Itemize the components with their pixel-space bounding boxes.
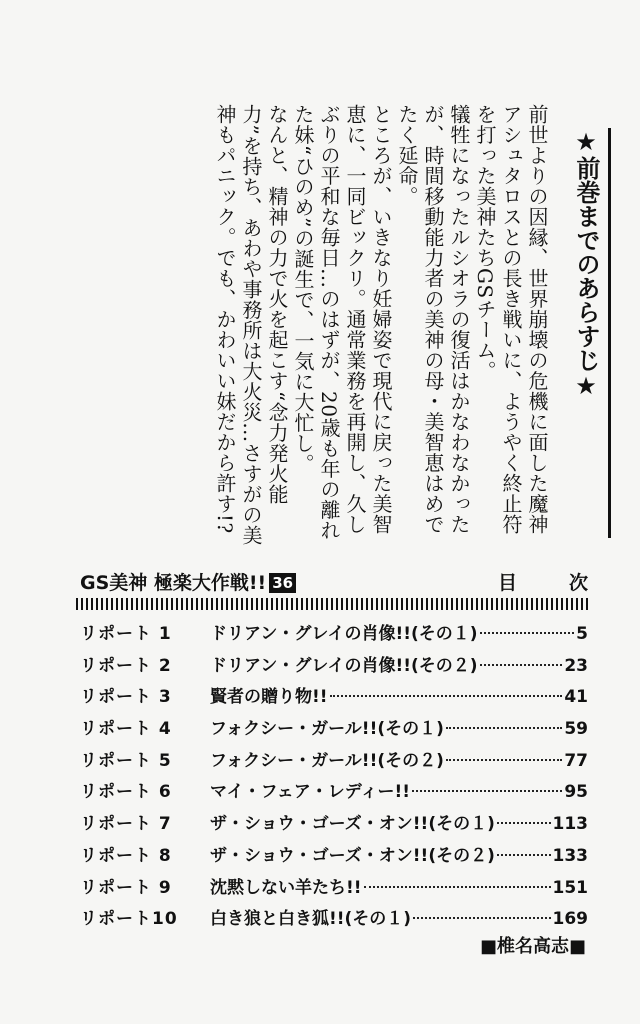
leader-dots bbox=[497, 822, 551, 824]
toc-entry[interactable] bbox=[80, 651, 588, 683]
summary-paragraph: 前世よりの因縁、世界崩壊の危機に面した魔神アシュタロスとの長き戦いに、ようやく終止符を打った美神たちGSチーム。 bbox=[473, 104, 549, 535]
page-number: 95 bbox=[564, 782, 588, 803]
summary-paragraph: なんと、精神の力で火を起こす“念力発火能力”を持ち、あわや事務所は大火災…さすがの美神もパニック。でも、かわいい妹だから許す!? bbox=[213, 104, 289, 546]
chapter-title: 賢者の贈り物!! bbox=[210, 687, 328, 708]
toc-list bbox=[80, 619, 588, 936]
page-number: 133 bbox=[552, 845, 588, 866]
leader-dots bbox=[364, 886, 551, 888]
report-number: リポート 1 bbox=[80, 624, 172, 644]
leader-dots bbox=[446, 759, 562, 761]
leader-dots bbox=[497, 854, 551, 856]
toc-entry[interactable] bbox=[80, 746, 588, 778]
summary-body bbox=[64, 104, 550, 546]
report-number: リポート 8 bbox=[80, 845, 172, 866]
leader-dots bbox=[480, 632, 575, 634]
book-title bbox=[80, 568, 296, 595]
chapter-title: フォクシー・ガール!!(その２) bbox=[210, 750, 444, 771]
report-number: リポート 4 bbox=[80, 719, 172, 740]
page-number: 77 bbox=[564, 750, 588, 771]
chapter-title: 沈黙しない羊たち!! bbox=[210, 877, 362, 898]
summary-paragraph: 犠牲になったルシオラの復活はかなわなかったが、時間移動能力者の美神の母・美智恵はめでたく延命。 bbox=[395, 104, 471, 535]
leader-dots bbox=[446, 727, 562, 729]
toc-heading: 目次 bbox=[497, 572, 640, 594]
toc-entry[interactable] bbox=[80, 841, 588, 873]
toc-header bbox=[80, 568, 640, 598]
toc-entry[interactable] bbox=[80, 809, 588, 841]
report-number: リポート 2 bbox=[80, 655, 172, 676]
page-number: 113 bbox=[552, 814, 588, 835]
page-number: 151 bbox=[552, 877, 588, 898]
author-credit: ■椎名高志■ bbox=[479, 936, 586, 957]
leader-dots bbox=[330, 695, 563, 697]
leader-dots bbox=[413, 917, 550, 919]
chapter-title: 白き狼と白き狐!!(その１) bbox=[210, 909, 412, 930]
page-number: 5 bbox=[576, 624, 588, 644]
chapter-title: ドリアン・グレイの肖像!!(その１) bbox=[210, 624, 478, 644]
chapter-title: ザ・ショウ・ゴーズ・オン!!(その２) bbox=[210, 845, 495, 866]
volume-badge: 36 bbox=[269, 573, 296, 593]
book-title-text: GS美神 極楽大作戦!! bbox=[80, 572, 267, 594]
summary-paragraph: ところが、いきなり妊婦姿で現代に戻った美智恵に、一同ビックリ。通常業務を再開し、久しぶりの平和な毎日…のはずが、20歳も年の離れた妹“ひのめ”の誕生で、一気に大忙し。 bbox=[291, 104, 393, 541]
page-number: 59 bbox=[564, 719, 588, 740]
report-number: リポート 7 bbox=[80, 814, 172, 835]
report-number: リポート 6 bbox=[80, 782, 172, 803]
toc-entry[interactable] bbox=[80, 682, 588, 714]
leader-dots bbox=[412, 790, 562, 792]
divider-rule bbox=[76, 598, 588, 610]
toc-entry[interactable] bbox=[80, 777, 588, 809]
report-number: リポート 9 bbox=[80, 877, 172, 898]
report-number: リポート 5 bbox=[80, 750, 172, 771]
chapter-title: フォクシー・ガール!!(その１) bbox=[210, 719, 444, 740]
report-number: リポート10 bbox=[80, 909, 178, 930]
toc-entry[interactable] bbox=[80, 873, 588, 905]
toc-entry[interactable] bbox=[80, 714, 588, 746]
page-number: 41 bbox=[564, 687, 588, 708]
summary-title: ★前巻までのあらすじ★ bbox=[560, 128, 611, 538]
page-number: 169 bbox=[552, 909, 588, 930]
toc-entry[interactable] bbox=[80, 619, 588, 651]
chapter-title: ザ・ショウ・ゴーズ・オン!!(その１) bbox=[210, 814, 495, 835]
chapter-title: ドリアン・グレイの肖像!!(その２) bbox=[210, 655, 478, 676]
page-number: 23 bbox=[564, 655, 588, 676]
report-number: リポート 3 bbox=[80, 687, 172, 708]
chapter-title: マイ・フェア・レディー!! bbox=[210, 782, 410, 803]
leader-dots bbox=[480, 664, 563, 666]
